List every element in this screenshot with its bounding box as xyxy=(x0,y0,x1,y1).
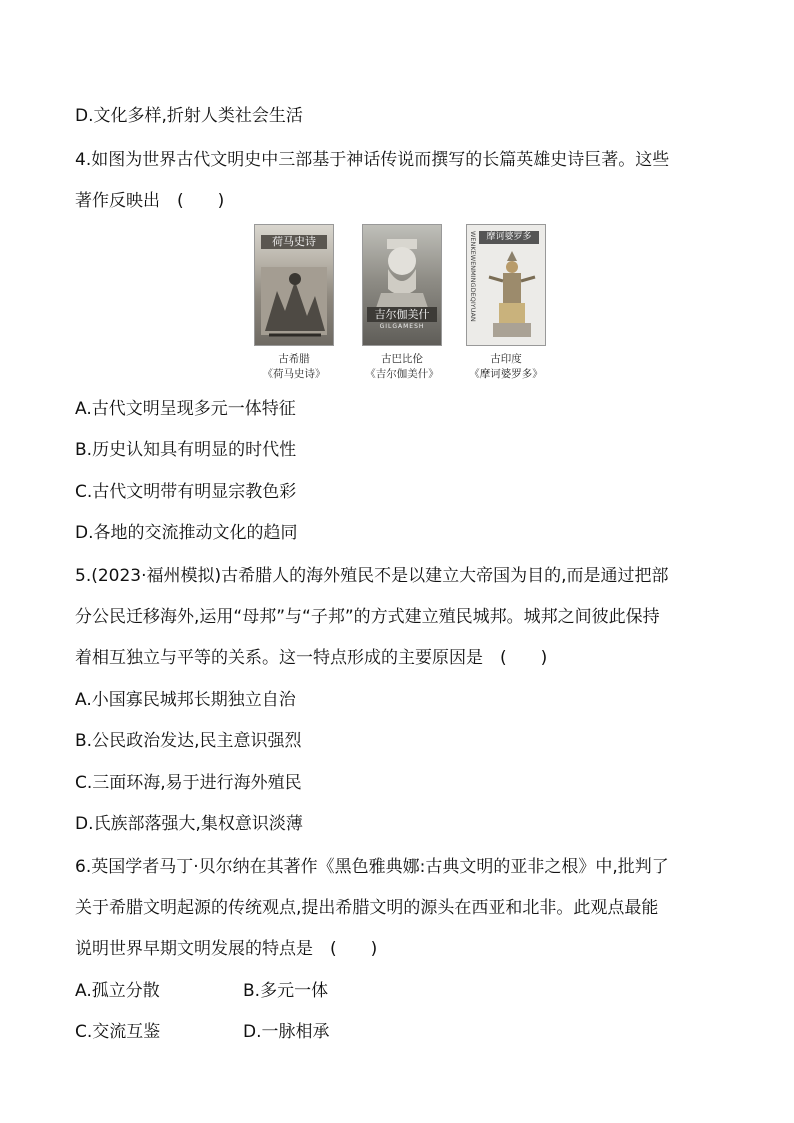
book-caption-mahabharata xyxy=(451,352,561,382)
q5-option-a[interactable]: A.小国寡民城邦长期独立自治 xyxy=(75,690,296,710)
q3-option-d: D.文化多样,折射人类社会生活 xyxy=(75,106,303,126)
q5-option-b[interactable]: B.公民政治发达,民主意识强烈 xyxy=(75,731,302,751)
q4-option-a[interactable]: A.古代文明呈现多元一体特征 xyxy=(75,399,296,419)
mahabharata-figure-icon xyxy=(479,247,545,343)
book-cover-gilgamesh xyxy=(362,224,442,346)
book-region-homer: 古希腊 xyxy=(278,353,310,365)
homer-illustration-icon xyxy=(255,261,333,341)
book-cover-figure xyxy=(250,224,550,384)
book-cover-homer-title: 荷马史诗 xyxy=(261,235,327,249)
book-caption-gilgamesh xyxy=(347,352,457,382)
q4-option-b[interactable]: B.历史认知具有明显的时代性 xyxy=(75,440,297,460)
q4-option-c[interactable]: C.古代文明带有明显宗教色彩 xyxy=(75,482,297,502)
q5-option-c[interactable]: C.三面环海,易于进行海外殖民 xyxy=(75,773,302,793)
q4-stem-line-1: 4.如图为世界古代文明史中三部基于神话传说而撰写的长篇英雄史诗巨著。这些 xyxy=(75,150,670,170)
book-title-gilgamesh: 《吉尔伽美什》 xyxy=(365,368,439,380)
q5-option-d[interactable]: D.氏族部落强大,集权意识淡薄 xyxy=(75,814,303,834)
book-caption-homer xyxy=(239,352,349,382)
q5-stem-line-2: 分公民迁移海外,运用“母邦”与“子邦”的方式建立殖民城邦。城邦之间彼此保持 xyxy=(75,607,660,627)
q6-stem-line-3: 说明世界早期文明发展的特点是 ( ) xyxy=(75,939,378,959)
book-cover-mahabharata-title: 摩诃婆罗多 xyxy=(479,231,539,244)
book-title-mahabharata: 《摩诃婆罗多》 xyxy=(469,368,543,380)
book-cover-mahabharata xyxy=(466,224,546,346)
book-cover-homer xyxy=(254,224,334,346)
q6-option-b[interactable]: B.多元一体 xyxy=(243,981,329,1001)
q6-option-c[interactable]: C.交流互鉴 xyxy=(75,1022,161,1042)
book-cover-mahabharata-spine: WENKEWENMINGDEQIYUAN xyxy=(469,231,477,322)
q6-stem-line-1: 6.英国学者马丁·贝尔纳在其著作《黑色雅典娜:古典文明的亚非之根》中,批判了 xyxy=(75,857,669,877)
q5-stem-line-3: 着相互独立与平等的关系。这一特点形成的主要原因是 ( ) xyxy=(75,648,548,668)
q4-stem-line-2: 著作反映出 ( ) xyxy=(75,191,225,211)
q6-option-a[interactable]: A.孤立分散 xyxy=(75,981,160,1001)
book-title-homer: 《荷马史诗》 xyxy=(262,368,326,380)
q5-stem-line-1: 5.(2023·福州模拟)古希腊人的海外殖民不是以建立大帝国为目的,而是通过把部 xyxy=(75,566,669,586)
book-region-mahabharata: 古印度 xyxy=(490,353,522,365)
book-cover-gilgamesh-subtitle: GILGAMESH xyxy=(379,323,425,330)
q4-option-d[interactable]: D.各地的交流推动文化的趋同 xyxy=(75,523,298,543)
q6-option-d[interactable]: D.一脉相承 xyxy=(243,1022,330,1042)
book-region-gilgamesh: 古巴比伦 xyxy=(381,353,423,365)
q6-stem-line-2: 关于希腊文明起源的传统观点,提出希腊文明的源头在西亚和北非。此观点最能 xyxy=(75,898,659,918)
book-cover-gilgamesh-title: 吉尔伽美什 xyxy=(367,307,437,322)
gilgamesh-statue-icon xyxy=(363,231,441,311)
